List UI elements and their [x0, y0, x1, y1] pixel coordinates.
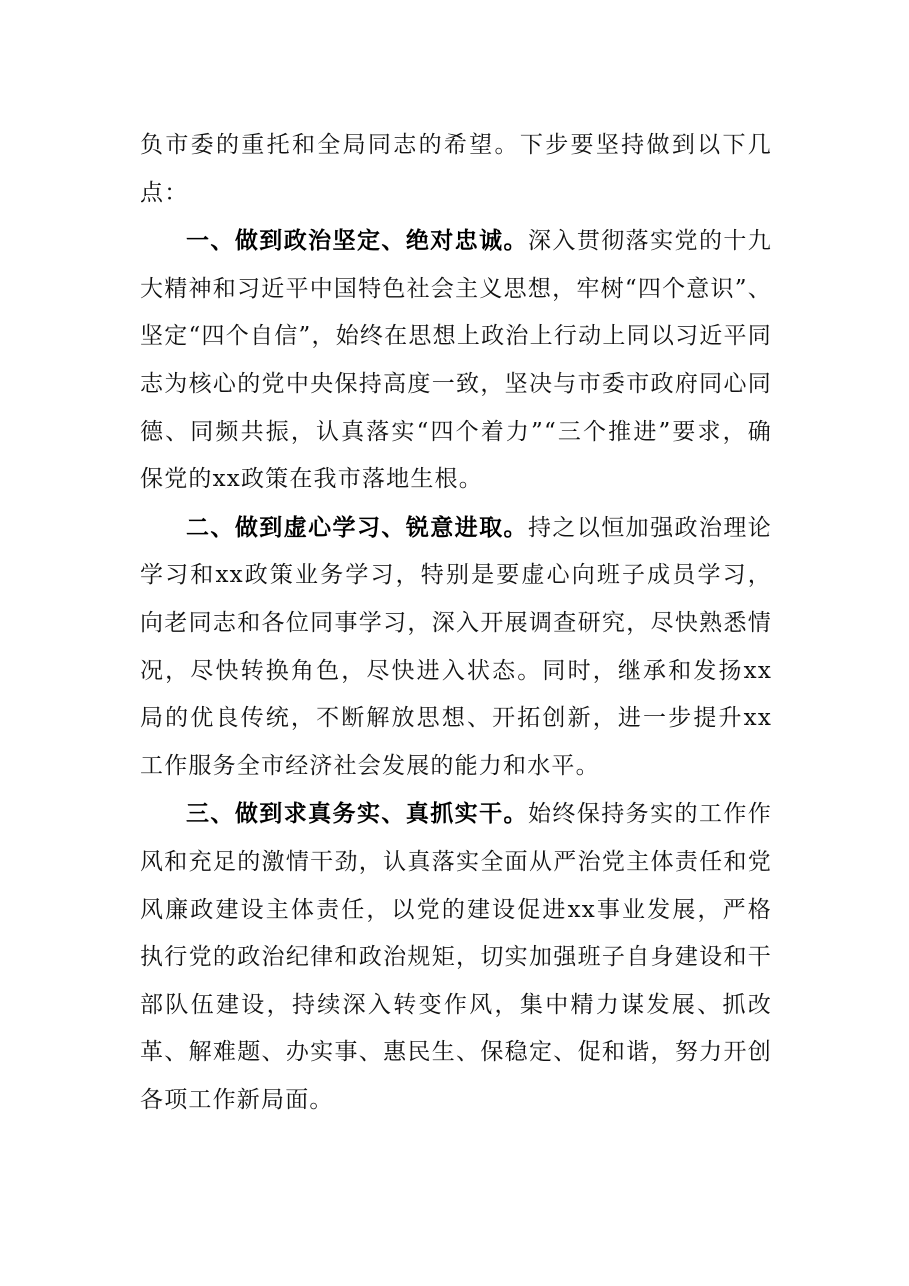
point-1-text: 深入贯彻落实党的十九大精神和习近平中国特色社会主义思想，牢树“四个意识”、坚定“四个自信”，始终在思想上政治上行动上同以习近平同志为核心的党中央保持高度一致，坚决与市委市政府同心同德、同频共振，认真落实“四个着力”“三个推进”要求，确保党的xx政策在我市落地生根。 — [140, 228, 772, 493]
point-1-paragraph — [140, 217, 772, 504]
point-3-heading: 三、做到求真务实、真抓实干。 — [186, 800, 528, 828]
point-2-text: 持之以恒加强政治理论学习和xx政策业务学习，特别是要虚心向班子成员学习，向老同志和各位同事学习，深入开展调查研究，尽快熟悉情况，尽快转换角色，尽快进入状态。同时，继承和发扬xx局的优良传统，不断解放思想、开拓创新，进一步提升xx工作服务全市经济社会发展的能力和水平。 — [140, 514, 772, 779]
intro-text: 负市委的重托和全局同志的希望。下步要坚持做到以下几点： — [140, 132, 772, 206]
document-body — [140, 122, 772, 1124]
intro-paragraph — [140, 122, 772, 217]
point-3-text: 始终保持务实的工作作风和充足的激情干劲，认真落实全面从严治党主体责任和党风廉政建设主体责任，以党的建设促进xx事业发展，严格执行党的政治纪律和政治规矩，切实加强班子自身建设和干部队伍建设，持续深入转变作风，集中精力谋发展、抓改革、解难题、办实事、惠民生、保稳定、促和谐，努力开创各项工作新局面。 — [140, 801, 772, 1113]
point-2-paragraph — [140, 504, 772, 791]
point-1-heading: 一、做到政治坚定、绝对忠诚。 — [186, 227, 528, 255]
point-2-heading: 二、做到虚心学习、锐意进取。 — [186, 513, 528, 541]
point-3-paragraph — [140, 790, 772, 1124]
